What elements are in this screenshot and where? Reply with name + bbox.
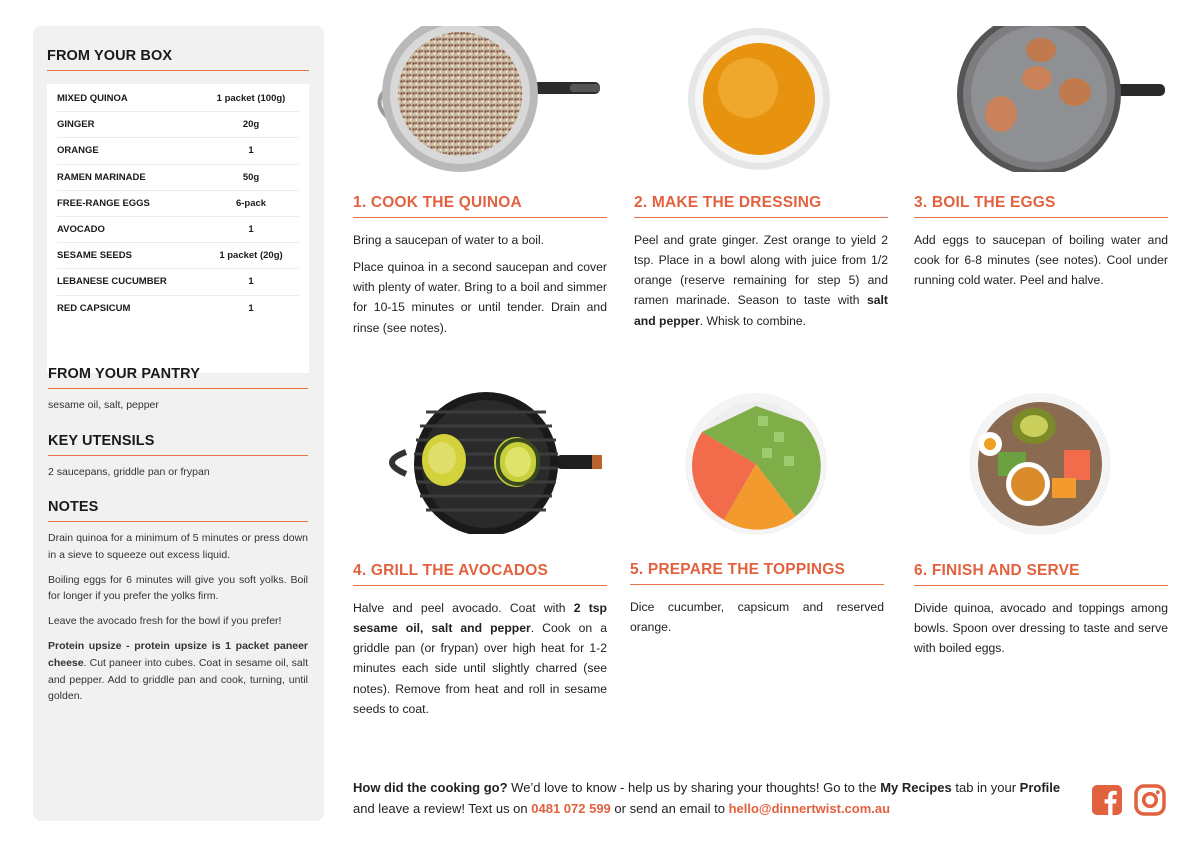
note-protein-bold: Protein upsize - protein upsize is 1 packet paneer cheese [48, 639, 308, 669]
step-2 [634, 194, 888, 338]
ingredient-row [57, 243, 299, 269]
pantry-text: sesame oil, salt, pepper [48, 399, 159, 411]
step-4-text-a: Halve and peel avocado. Coat with [353, 601, 574, 615]
ingredient-name: FREE-RANGE EGGS [57, 197, 150, 209]
from-your-box-heading: FROM YOUR BOX [47, 48, 309, 71]
step-3 [914, 194, 1168, 297]
phone-link[interactable]: 0481 072 599 [531, 800, 611, 816]
ingredient-name: LEBANESE CUCUMBER [57, 276, 167, 288]
ingredient-qty: 50g [242, 171, 260, 183]
profile-link[interactable]: Profile [1019, 780, 1061, 795]
ingredient-qty: 1 packet (100g) [216, 93, 286, 105]
ingredient-row [57, 269, 299, 295]
footer-text-4: or send an email to [610, 800, 729, 816]
finished-bowl-photo [968, 392, 1112, 536]
step-5 [630, 561, 884, 644]
step-5-text: Dice cucumber, capsicum and reserved orange. [630, 600, 884, 635]
step-6-title: 6. FINISH AND SERVE [914, 562, 1168, 586]
notes-heading: NOTES [48, 499, 308, 522]
my-recipes-link[interactable]: My Recipes [880, 780, 952, 795]
pantry-section [48, 366, 308, 413]
step-4-text-c: . Cook on a griddle pan (or frypan) over high heat for 1-2 minutes each side until slightly charred (see notes). Remove from heat and roll in sesame seeds to coat. [353, 621, 607, 716]
ingredient-name: GINGER [57, 119, 95, 131]
utensils-section [48, 433, 308, 480]
ingredient-qty: 1 [248, 276, 254, 288]
step-4-title: 4. GRILL THE AVOCADOS [353, 562, 607, 586]
ingredients-table [47, 84, 309, 373]
ingredient-name: SESAME SEEDS [57, 250, 132, 262]
ingredient-name: RAMEN MARINADE [57, 171, 146, 183]
step-4-text [353, 598, 607, 719]
notes-section [48, 499, 308, 705]
step-1-title: 1. COOK THE QUINOA [353, 194, 607, 218]
quinoa-sieve-photo [370, 26, 602, 172]
ingredient-qty: 1 [248, 145, 254, 157]
ingredient-qty: 1 [248, 303, 254, 315]
pantry-heading: FROM YOUR PANTRY [48, 366, 308, 389]
note-protein-rest: . Cut paneer into cubes. Coat in sesame oil, salt and pepper. Add to griddle pan and cook, turning, until golden. [48, 656, 308, 703]
toppings-plate-photo [684, 392, 828, 536]
facebook-icon[interactable] [1091, 784, 1123, 816]
instagram-icon[interactable] [1134, 784, 1166, 816]
ingredient-row [57, 112, 299, 138]
step-3-title: 3. BOIL THE EGGS [914, 194, 1168, 218]
utensils-heading: KEY UTENSILS [48, 433, 308, 456]
ingredient-name: AVOCADO [57, 224, 105, 236]
ingredients-sidebar [33, 26, 324, 821]
email-link[interactable]: hello@dinnertwist.com.au [728, 800, 891, 816]
note-avocado: Leave the avocado fresh for the bowl if you prefer! [48, 615, 282, 628]
step-2-text-bold: salt and pepper [634, 293, 888, 328]
ingredient-row [57, 138, 299, 164]
feedback-footer [353, 778, 1073, 820]
eggs-pot-photo [955, 26, 1165, 172]
ingredient-name: MIXED QUINOA [57, 93, 128, 105]
step-2-text-a: Peel and grate ginger. Zest orange to yield 2 tsp. Place in a bowl along with juice from 1/2 orange (reserve remaining for step 5) and ramen marinade. Season to taste with [634, 233, 888, 308]
step-6-text: Divide quinoa, avocado and toppings among bowls. Spoon over dressing to taste and serve with boiled eggs. [914, 601, 1168, 656]
ingredient-row [57, 217, 299, 243]
ingredient-name: ORANGE [57, 145, 99, 157]
step-2-text [634, 230, 888, 331]
step-4 [353, 562, 607, 726]
ingredient-row [57, 86, 299, 112]
ingredient-row [57, 191, 299, 217]
step-2-text-c: . Whisk to combine. [699, 313, 807, 328]
ingredient-row [57, 296, 299, 322]
ingredient-qty: 1 [248, 224, 254, 236]
ingredient-row [57, 165, 299, 191]
step-1-text-2: Place quinoa in a second saucepan and cover with plenty of water. Bring to a boil and simmer for 10-15 minutes or until tender. Drain and rinse (see notes). [353, 260, 607, 335]
footer-text-1: We’d love to know - help us by sharing your thoughts! Go to the [507, 780, 881, 795]
step-2-title: 2. MAKE THE DRESSING [634, 194, 888, 218]
note-quinoa: Drain quinoa for a minimum of 5 minutes or press down in a sieve to squeeze out excess liquid. [48, 532, 308, 561]
dressing-bowl-photo [686, 26, 832, 172]
note-eggs: Boiling eggs for 6 minutes will give you soft yolks. Boil for longer if you prefer the yolks firm. [48, 573, 308, 603]
griddle-avocado-photo [376, 392, 604, 534]
ingredient-name: RED CAPSICUM [57, 303, 131, 315]
step-1 [353, 194, 607, 345]
ingredient-qty: 6-pack [235, 197, 267, 209]
note-protein-upsize [48, 638, 308, 705]
ingredient-qty: 1 packet (20g) [219, 250, 283, 262]
step-3-text: Add eggs to saucepan of boiling water and cook for 6-8 minutes (see notes). Cool under running cold water. Peel and halve. [914, 233, 1168, 288]
step-4-text-bold: 2 tsp sesame oil, salt and pepper [353, 601, 607, 636]
step-1-text-1: Bring a saucepan of water to a boil. [353, 233, 545, 247]
footer-lead: How did the cooking go? [353, 780, 508, 795]
footer-text-3: and leave a review! Text us on [353, 800, 532, 816]
utensils-text: 2 saucepans, griddle pan or frypan [48, 466, 210, 478]
ingredient-qty: 20g [242, 119, 260, 131]
footer-text-2: tab in your [951, 780, 1020, 795]
step-5-title: 5. PREPARE THE TOPPINGS [630, 561, 884, 585]
step-6 [914, 562, 1168, 665]
